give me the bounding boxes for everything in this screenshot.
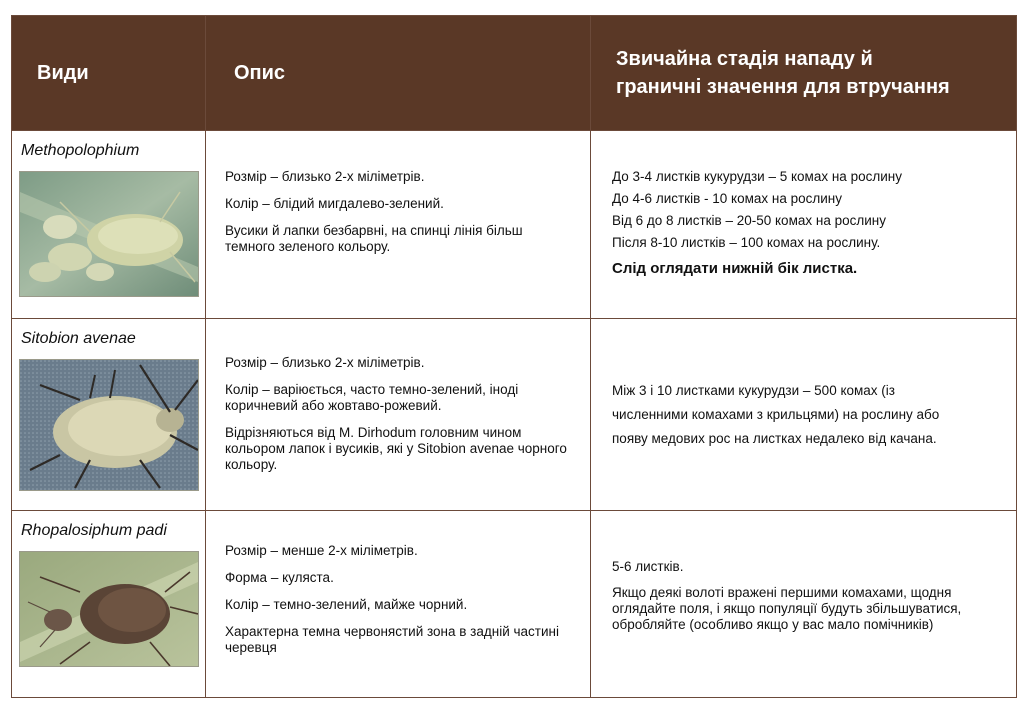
header-row [12,16,1017,131]
stage-line: Між 3 і 10 листками кукурудзи – 500 комах (із [612,383,895,398]
header-stage [591,16,1017,131]
species-name: Methopolophium [21,142,140,159]
stage-cell [591,131,1017,319]
header-stage-line2: граничні значення для втручання [616,76,950,98]
description-line: Вусики й лапки безбарвні, на спинці лінія більш темного зеленого кольору. [225,223,523,254]
header-species: Види [12,16,206,131]
description-line: Характерна темна червонястий зона в задній частині черевця [225,624,559,655]
description-cell [206,319,591,511]
table-row [12,319,1017,511]
description-line: Розмір – близько 2-х міліметрів. [225,169,425,184]
description-line: Колір – темно-зелений, майже чорний. [225,597,468,612]
description-cell [206,131,591,319]
stage-line: численними комахами з крильцями) на рослину або [612,407,940,422]
species-cell [12,511,206,698]
stage-cell [591,511,1017,698]
stage-note: Слід оглядати нижній бік листка. [612,260,858,277]
stage-cell [591,319,1017,511]
header-description: Опис [206,16,591,131]
stage-line: Після 8-10 листків – 100 комах на рослину. [612,235,881,250]
species-cell [12,131,206,319]
aphid-photo [19,551,199,667]
stage-line: Якщо деякі волоті вражені першими комахами, щодня оглядайте поля, і якщо популяції будуть збільшуватися, обробляйте (особливо якщо у вас мало помічників) [612,585,962,632]
stage-line: Від 6 до 8 листків – 20-50 комах на рослину [612,213,886,228]
aphid-photo [19,171,199,297]
stage-line: появу медових рос на листках недалеко від качана. [612,431,937,446]
stage-line: До 3-4 листків кукурудзи – 5 комах на рослину [612,169,902,184]
description-line: Розмір – близько 2-х міліметрів. [225,355,425,370]
aphid-photo [19,359,199,491]
stage-line: До 4-6 листків - 10 комах на рослину [612,191,842,206]
aphid-table [11,15,1017,698]
table-row [12,511,1017,698]
description-line: Колір – блідий мигдалево-зелений. [225,196,444,211]
description-line: Колір – варіюється, часто темно-зелений, іноді коричневий або жовтаво-рожевий. [225,382,519,413]
species-name: Sitobion avenae [21,330,136,347]
description-line: Розмір – менше 2-х міліметрів. [225,543,418,558]
species-cell [12,319,206,511]
description-line: Відрізняються від M. Dirhodum головним чином кольором лапок і вусиків, які у Sitobion avenae чорного кольору. [225,425,567,472]
species-name: Rhopalosiphum padi [21,522,167,539]
description-line: Форма – куляста. [225,570,334,585]
header-stage-line1: Звичайна стадія нападу й [616,48,873,70]
stage-line: 5-6 листків. [612,559,684,574]
table-row [12,131,1017,319]
description-cell [206,511,591,698]
